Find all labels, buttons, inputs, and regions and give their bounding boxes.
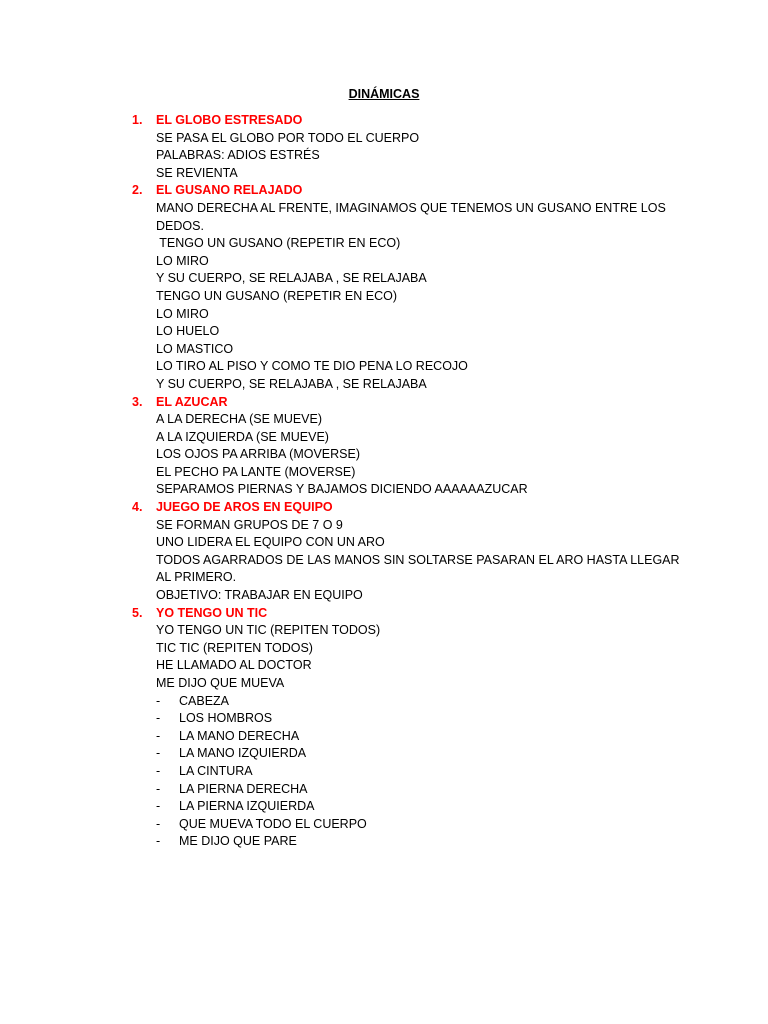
bullet-item bbox=[132, 710, 662, 728]
bullet-text: QUE MUEVA TODO EL CUERPO bbox=[179, 816, 367, 831]
section-heading bbox=[132, 182, 662, 200]
body-line: AL PRIMERO. bbox=[156, 570, 237, 585]
bullet-marker: - bbox=[156, 711, 161, 726]
section-heading bbox=[132, 394, 662, 412]
bullet-item bbox=[132, 745, 662, 763]
body-line: DEDOS. bbox=[156, 218, 204, 233]
body-line: LO MIRO bbox=[156, 306, 209, 321]
body-line: LOS OJOS PA ARRIBA (MOVERSE) bbox=[156, 447, 360, 462]
body-line: OBJETIVO: TRABAJAR EN EQUIPO bbox=[156, 588, 363, 603]
body-line: LO MIRO bbox=[156, 253, 209, 268]
section-title: EL GLOBO ESTRESADO bbox=[156, 113, 303, 127]
body-line: Y SU CUERPO, SE RELAJABA , SE RELAJABA bbox=[156, 271, 427, 286]
body-line: YO TENGO UN TIC (REPITEN TODOS) bbox=[156, 623, 381, 638]
body-line: TENGO UN GUSANO (REPETIR EN ECO) bbox=[156, 236, 401, 251]
body-line: SE FORMAN GRUPOS DE 7 O 9 bbox=[156, 517, 343, 532]
bullet-marker: - bbox=[156, 799, 161, 814]
bullet-text: LA CINTURA bbox=[179, 763, 253, 778]
section-heading bbox=[132, 499, 662, 517]
body-line: PALABRAS: ADIOS ESTRÉS bbox=[156, 148, 320, 163]
body-line: ME DIJO QUE MUEVA bbox=[156, 676, 285, 690]
body-line: EL PECHO PA LANTE (MOVERSE) bbox=[156, 464, 356, 479]
section-title: EL GUSANO RELAJADO bbox=[156, 183, 303, 198]
body-line: A LA IZQUIERDA (SE MUEVE) bbox=[156, 429, 329, 444]
body-line: UNO LIDERA EL EQUIPO CON UN ARO bbox=[156, 535, 385, 550]
section-title: EL AZUCAR bbox=[156, 394, 228, 409]
section-number: 4. bbox=[132, 500, 143, 515]
bullet-text: ME DIJO QUE PARE bbox=[179, 834, 297, 849]
section-heading bbox=[132, 605, 662, 623]
bullet-marker: - bbox=[156, 834, 161, 849]
body-line: LO TIRO AL PISO Y COMO TE DIO PENA LO RECOJO bbox=[156, 359, 468, 374]
body-line: MANO DERECHA AL FRENTE, IMAGINAMOS QUE TENEMOS UN GUSANO ENTRE LOS bbox=[156, 200, 666, 215]
bullet-marker: - bbox=[156, 746, 161, 761]
body-line: HE LLAMADO AL DOCTOR bbox=[156, 658, 312, 673]
section-number: 2. bbox=[132, 183, 143, 198]
bullet-marker: - bbox=[156, 693, 161, 708]
bullet-item bbox=[132, 798, 662, 816]
body-line: SE REVIENTA bbox=[156, 165, 238, 180]
bullet-marker: - bbox=[156, 781, 161, 796]
bullet-text: LOS HOMBROS bbox=[179, 711, 273, 726]
document-body bbox=[132, 112, 680, 851]
bullet-item bbox=[132, 833, 662, 851]
section-number: 1. bbox=[132, 113, 143, 127]
bullet-item bbox=[132, 728, 662, 746]
body-line: TENGO UN GUSANO (REPETIR EN ECO) bbox=[156, 288, 397, 303]
bullet-text: LA PIERNA DERECHA bbox=[179, 781, 308, 796]
bullet-item bbox=[132, 763, 662, 781]
bullet-marker: - bbox=[156, 763, 161, 778]
bullet-item bbox=[132, 816, 662, 834]
bullet-item bbox=[132, 693, 662, 711]
bullet-text: LA MANO DERECHA bbox=[179, 728, 300, 743]
body-line: SE PASA EL GLOBO POR TODO EL CUERPO bbox=[156, 130, 420, 145]
bullet-text: LA MANO IZQUIERDA bbox=[179, 746, 307, 761]
section-heading bbox=[132, 112, 662, 130]
section-number: 5. bbox=[132, 605, 143, 620]
body-line: Y SU CUERPO, SE RELAJABA , SE RELAJABA bbox=[156, 376, 427, 391]
document-title: DINÁMICAS bbox=[348, 87, 420, 101]
body-line: SEPARAMOS PIERNAS Y BAJAMOS DICIENDO AAAAAAZUCAR bbox=[156, 482, 528, 497]
section-number: 3. bbox=[132, 394, 143, 409]
bullet-text: CABEZA bbox=[179, 693, 230, 708]
body-line: A LA DERECHA (SE MUEVE) bbox=[156, 412, 323, 427]
body-line: TODOS AGARRADOS DE LAS MANOS SIN SOLTARSE PASARAN EL ARO HASTA LLEGAR bbox=[156, 552, 680, 567]
bullet-marker: - bbox=[156, 728, 161, 743]
section-title: YO TENGO UN TIC bbox=[156, 605, 268, 620]
section-title: JUEGO DE AROS EN EQUIPO bbox=[156, 500, 333, 515]
body-line: LO MASTICO bbox=[156, 341, 234, 356]
bullet-item bbox=[132, 781, 662, 799]
body-line: TIC TIC (REPITEN TODOS) bbox=[156, 640, 313, 655]
bullet-marker: - bbox=[156, 816, 161, 831]
bullet-text: LA PIERNA IZQUIERDA bbox=[179, 799, 315, 814]
body-line: LO HUELO bbox=[156, 324, 220, 339]
